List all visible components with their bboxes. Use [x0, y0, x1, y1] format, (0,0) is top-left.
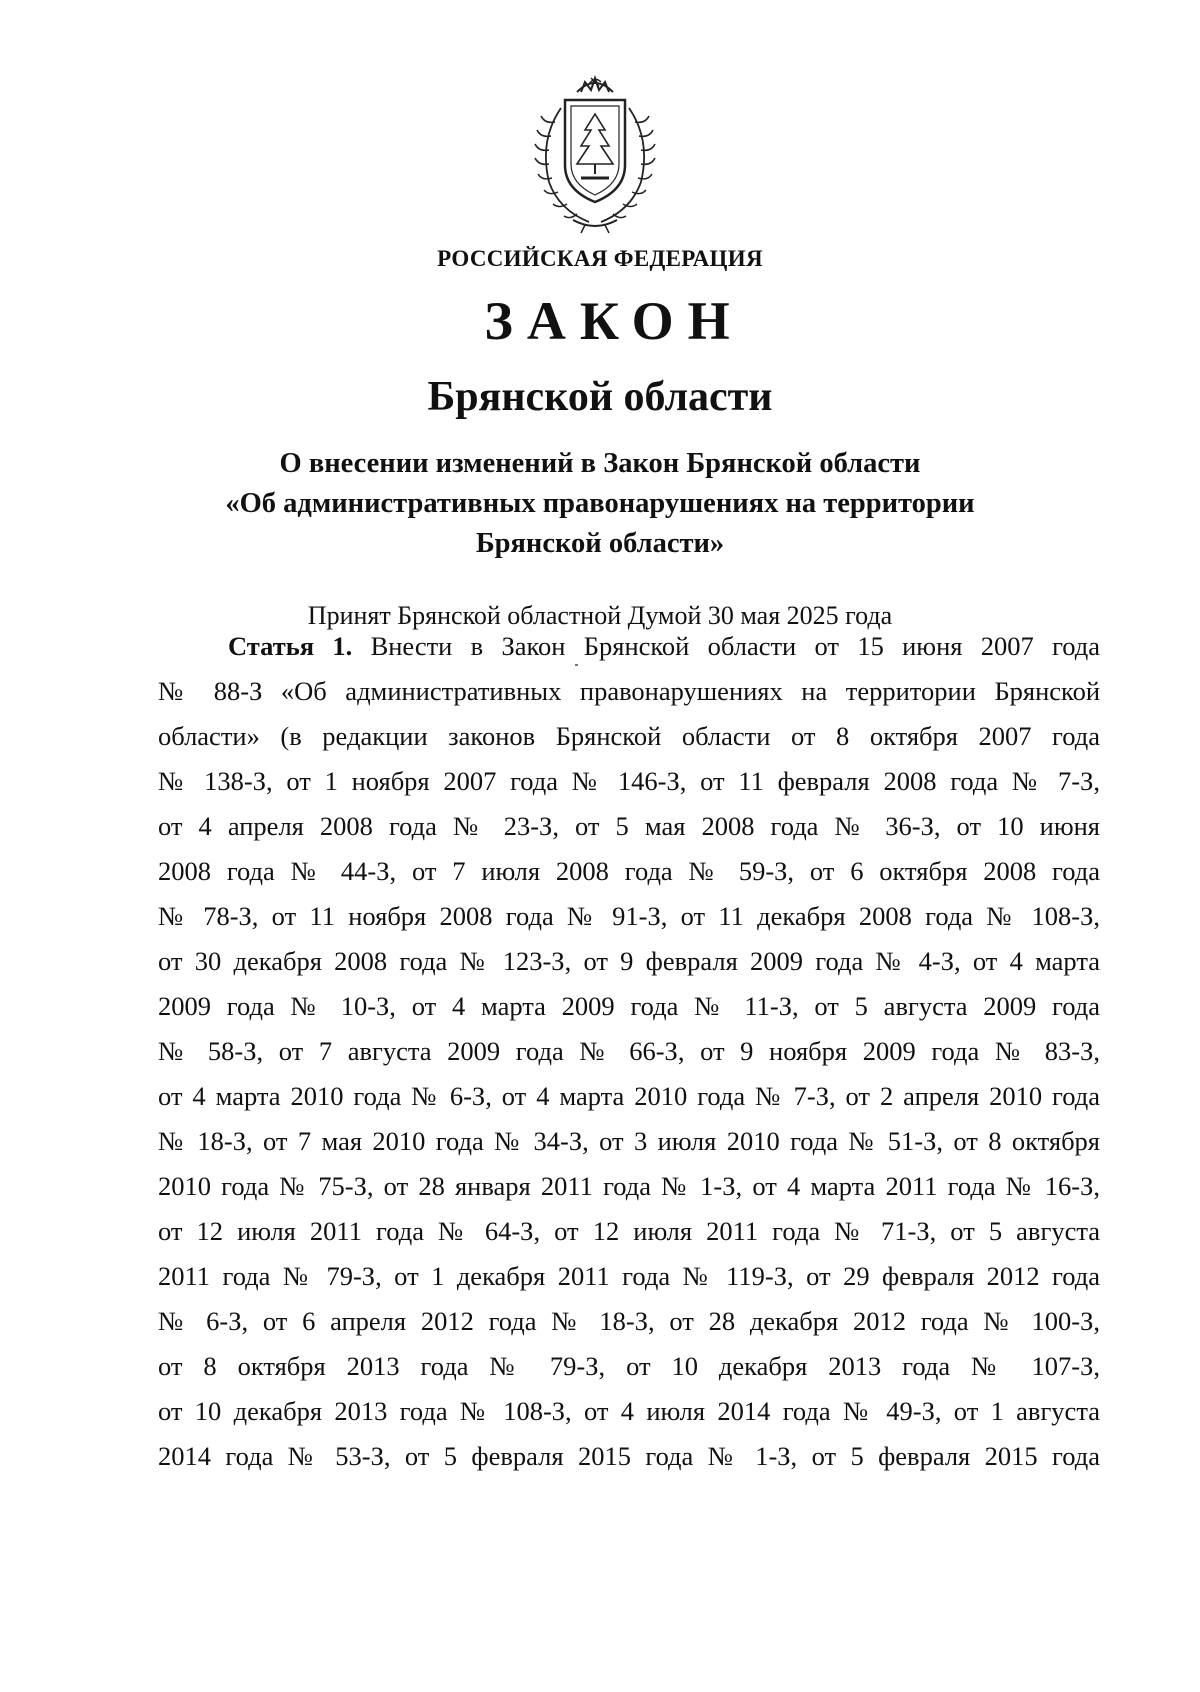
article-line: от 10 декабря 2013 года № 108-З, от 4 июля 2014 года № 49-З, от 1 августа: [158, 1396, 1100, 1426]
law-heading: ЗАКОН: [484, 291, 744, 351]
article-line: от 4 апреля 2008 года № 23-З, от 5 мая 2008 года № 36-З, от 10 июня: [158, 811, 1100, 841]
article-line: от 30 декабря 2008 года № 123-З, от 9 февраля 2009 года № 4-З, от 4 марта: [158, 946, 1100, 976]
law-title-line-1: О внесении изменений в Закон Брянской области: [279, 448, 921, 479]
law-title-line-3: Брянской области»: [475, 528, 725, 559]
article-line: 2010 года № 75-З, от 28 января 2011 года № 1-З, от 4 марта 2011 года № 16-З,: [158, 1171, 1100, 1201]
article-line: № 6-З, от 6 апреля 2012 года № 18-З, от 28 декабря 2012 года № 100-З,: [158, 1306, 1100, 1336]
article-line: 2009 года № 10-З, от 4 марта 2009 года № 11-З, от 5 августа 2009 года: [158, 991, 1100, 1021]
article-line-1: [228, 622, 1100, 670]
article-line: № 88-З «Об административных правонарушениях на территории Брянской: [158, 676, 1100, 706]
article-line: № 138-З, от 1 ноября 2007 года № 146-З, от 11 февраля 2008 года № 7-З,: [158, 766, 1100, 796]
country-heading: РОССИЙСКАЯ ФЕДЕРАЦИЯ: [437, 246, 763, 271]
article-line: от 4 марта 2010 года № 6-З, от 4 марта 2010 года № 7-З, от 2 апреля 2010 года: [158, 1081, 1100, 1111]
article-line: № 18-З, от 7 мая 2010 года № 34-З, от 3 июля 2010 года № 51-З, от 8 октября: [158, 1126, 1100, 1156]
article-line: № 78-З, от 11 ноября 2008 года № 91-З, от 11 декабря 2008 года № 108-З,: [158, 901, 1100, 931]
article-line-text: Внести в Закон Брянской области от 15 июня 2007 года: [370, 631, 1101, 661]
adoption-note: Принят Брянской областной Думой 30 мая 2025 года: [307, 601, 893, 630]
article-line: от 12 июля 2011 года № 64-З, от 12 июля 2011 года № 71-З, от 5 августа: [158, 1216, 1100, 1246]
coat-of-arms-emblem: [525, 70, 665, 235]
article-line: 2011 года № 79-З, от 1 декабря 2011 года № 119-З, от 29 февраля 2012 года: [158, 1261, 1100, 1291]
article-line: 2014 года № 53-З, от 5 февраля 2015 года № 1-З, от 5 февраля 2015 года: [158, 1441, 1100, 1471]
article-line: от 8 октября 2013 года № 79-З, от 10 декабря 2013 года № 107-З,: [158, 1351, 1100, 1381]
article-label: Статья 1.: [228, 631, 353, 661]
article-line: области» (в редакции законов Брянской области от 8 октября 2007 года: [158, 721, 1100, 751]
article-line: № 58-З, от 7 августа 2009 года № 66-З, от 9 ноября 2009 года № 83-З,: [158, 1036, 1100, 1066]
region-heading: Брянской области: [427, 374, 773, 420]
law-title-line-2: «Об административных правонарушениях на территории: [225, 488, 975, 519]
article-line: 2008 года № 44-З, от 7 июля 2008 года № 59-З, от 6 октября 2008 года: [158, 856, 1100, 886]
